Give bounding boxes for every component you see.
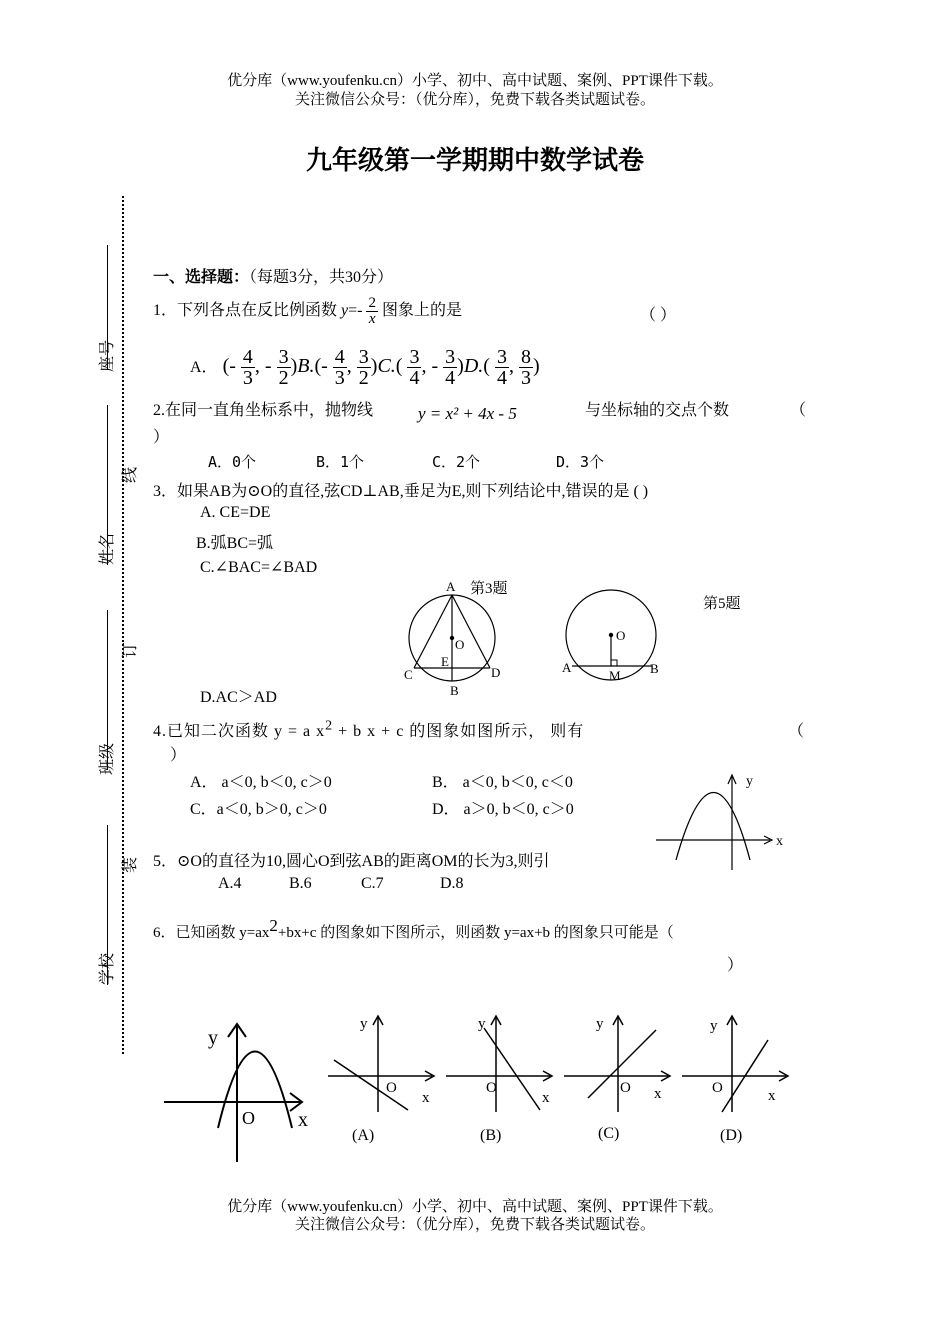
q6-choice-a[interactable] xyxy=(322,1010,447,1150)
q6-text-b: +bx+c 的图象如下图所示，则函数 y=ax+b 的图象只可能是（ xyxy=(277,925,674,941)
q1-fraction xyxy=(366,296,378,327)
q1-a-frac2: $\frac{3}{2}$ xyxy=(278,345,289,389)
q6-c-label: (C) xyxy=(598,1125,620,1142)
section-title: 一、选择题： xyxy=(153,267,250,286)
q4-bracket-open: （ xyxy=(788,723,805,740)
q6-d-label: (D) xyxy=(720,1127,743,1144)
q3-pt-e: E xyxy=(441,654,449,669)
q4-text: 4.已知二次函数 y = a x xyxy=(153,723,326,740)
q6-a-o-label: O xyxy=(386,1080,397,1096)
q6-d-y-label: y xyxy=(710,1018,718,1034)
q1-options: A． (- $\frac{4}{3}$ , - $\frac{3}{2}$ )B.(- $\frac{4}{3}$ , $\frac{3}{2}$ )C.( $\frac{3}{4}$ , - $\frac{3}{4}$ )D.( $\frac{3}{4}$ , $\frac{8}{3}$ ) xyxy=(190,345,540,389)
q6-main-x-label: x xyxy=(298,1109,308,1131)
q3-option-b: B.弧BC=弧 xyxy=(196,535,274,552)
q1-a-frac1: $\frac{4}{3}$ xyxy=(242,345,253,389)
q1-func-eq: =- xyxy=(348,302,363,319)
q2-option-a: A．0个 xyxy=(208,453,257,471)
q4-x-label: x xyxy=(776,834,783,849)
q5-option-c: C.7 xyxy=(361,875,384,892)
q6-c-x-label: x xyxy=(654,1086,662,1102)
q1-d-frac1: $\frac{3}{4}$ xyxy=(496,345,507,389)
q6-c-y-label: y xyxy=(596,1016,604,1032)
section-heading xyxy=(153,264,393,287)
q1-b-frac1: $\frac{4}{3}$ xyxy=(334,345,345,389)
q6-choice-c[interactable] xyxy=(558,1010,683,1150)
name-label: 姓名 xyxy=(99,532,116,565)
q1-b-frac2: $\frac{3}{2}$ xyxy=(358,345,369,389)
q3-option-a: A. CE=DE xyxy=(200,504,271,521)
q6-bracket-close: ） xyxy=(727,957,744,974)
q1-c-frac1: $\frac{3}{4}$ xyxy=(409,345,420,389)
q2-option-d: D．3个 xyxy=(556,453,605,471)
school-label: 学校 xyxy=(99,952,116,985)
q5-center-dot xyxy=(609,633,613,637)
q4-option-a: A． a＜0, b＜0, c＞0 xyxy=(190,774,332,791)
question-4 xyxy=(153,718,584,741)
page-title: 九年级第一学期期中数学试卷 xyxy=(305,146,644,176)
q1-frac-den: x xyxy=(368,310,376,327)
q3-circle-figure xyxy=(400,575,510,700)
footer-line-2: 关注微信公众号：（优分库），免费下载各类试题试卷。 xyxy=(294,1217,655,1233)
q6-b-line xyxy=(484,1028,540,1110)
q6-b-x-label: x xyxy=(542,1090,550,1106)
q4-option-c: C．a＜0, b＞0, c＞0 xyxy=(190,801,327,818)
q6-choice-b[interactable] xyxy=(440,1010,565,1150)
q6-a-x-label: x xyxy=(422,1090,430,1106)
q4-text-b: + b x + c 的图象如图所示， 则有 xyxy=(338,723,585,740)
q6-c-o-label: O xyxy=(620,1080,631,1096)
q1-d-frac2: $\frac{8}{3}$ xyxy=(520,345,531,389)
q1-option-a: (- $\frac{4}{3}$ , - $\frac{3}{2}$ ) xyxy=(222,345,298,389)
seat-label: 座号 xyxy=(99,339,116,372)
q5-text: 5．⊙O的直径为10,圆心O到弦AB的距离OM的长为3,则引 xyxy=(153,853,550,870)
zhuang-label: 装 xyxy=(122,856,139,873)
header-line-1: 优分库（www.youfenku.cn）小学、初中、高中试题、案例、PPT课件下载。 xyxy=(227,73,723,89)
q5-pt-a: A xyxy=(562,660,572,675)
q6-b-y-label: y xyxy=(478,1016,486,1032)
q6-text: 6．已知函数 y=ax xyxy=(153,925,270,941)
q6-main-parabola xyxy=(218,1052,292,1129)
q3-line-ad xyxy=(452,595,490,668)
q6-sup: 2 xyxy=(269,916,278,935)
q4-bracket-close: ） xyxy=(170,747,187,764)
q3-figure-label: 第3题 xyxy=(470,581,508,597)
q2-formula: y = x² + 4x - 5 xyxy=(418,404,517,423)
q6-d-o-label: O xyxy=(712,1080,723,1096)
q4-parabola xyxy=(676,793,750,861)
q5-figure-label: 第5题 xyxy=(703,596,741,612)
q5-circle-figure xyxy=(555,585,670,685)
q2-bracket-close: ） xyxy=(153,429,170,446)
q4-option-d: D． a＞0, b＜0, c＞0 xyxy=(432,801,574,818)
q6-b-label: (B) xyxy=(480,1127,502,1144)
q3-option-c: C.∠BAC=∠BAD xyxy=(200,559,318,576)
q5-pt-m: M xyxy=(609,668,621,683)
dotted-cut-line xyxy=(122,196,124,1054)
q2-option-b: B．1个 xyxy=(316,453,365,471)
q6-a-label: (A) xyxy=(352,1127,375,1144)
q1-label-a: A． xyxy=(190,359,218,376)
question-6 xyxy=(153,916,674,942)
q3-pt-o: O xyxy=(455,637,465,652)
q3-pt-d: D xyxy=(491,665,501,680)
q3-option-d: D.AC＞AD xyxy=(200,689,277,706)
q6-b-o-label: O xyxy=(486,1080,497,1096)
footer-line-1: 优分库（www.youfenku.cn）小学、初中、高中试题、案例、PPT课件下载。 xyxy=(227,1199,723,1215)
q2-bracket-open: （ xyxy=(790,402,807,419)
q6-choice-d[interactable] xyxy=(676,1010,801,1150)
q6-a-y-label: y xyxy=(360,1016,368,1032)
q3-pt-b: B xyxy=(450,683,459,698)
q5-option-b: B.6 xyxy=(289,875,312,892)
q1-frac-num: 2 xyxy=(368,294,376,311)
q5-pt-o: O xyxy=(616,628,626,643)
question-1 xyxy=(153,291,462,331)
class-label: 班级 xyxy=(99,742,116,775)
q6-main-figure xyxy=(160,1020,320,1165)
q5-right-angle-mark xyxy=(611,660,617,666)
q1-text: 1．下列各点在反比例函数 xyxy=(153,302,338,319)
q6-d-x-label: x xyxy=(768,1088,776,1104)
q1-c-frac2: $\frac{3}{4}$ xyxy=(445,345,456,389)
q5-pt-b: B xyxy=(650,661,659,676)
q5-option-d: D.8 xyxy=(440,875,464,892)
ding-label: 订 xyxy=(122,641,139,658)
q4-y-label: y xyxy=(746,774,753,789)
q4-sup: 2 xyxy=(325,718,334,734)
q3-text: 3．如果AB为⊙O的直径,弦CD⊥AB,垂足为E,则下列结论中,错误的是 ( ) xyxy=(153,483,649,500)
header-line-2: 关注微信公众号：（优分库），免费下载各类试题试卷。 xyxy=(294,92,655,108)
q4-parabola-figure xyxy=(650,765,790,875)
q2-text-b: 与坐标轴的交点个数 xyxy=(585,402,730,419)
xian-label: 线 xyxy=(122,466,139,483)
q6-a-line xyxy=(334,1060,408,1110)
q2-option-c: C．2个 xyxy=(432,453,481,471)
q3-pt-a: A xyxy=(446,579,456,594)
q1-answer-bracket: （ ） xyxy=(640,307,677,324)
q1-text-b: 图象上的是 xyxy=(381,302,462,319)
q2-text: 2.在同一直角坐标系中，抛物线 xyxy=(153,402,374,419)
q5-option-a: A.4 xyxy=(218,875,242,892)
q3-center-dot xyxy=(450,636,454,640)
q6-main-y-label: y xyxy=(208,1027,218,1049)
q3-pt-c: C xyxy=(404,667,413,682)
q1-func-y: y xyxy=(341,302,349,319)
q4-option-b: B． a＜0, b＜0, c＜0 xyxy=(432,774,573,791)
section-note: （每题3分，共30分） xyxy=(249,269,394,286)
q6-main-o-label: O xyxy=(242,1108,255,1128)
